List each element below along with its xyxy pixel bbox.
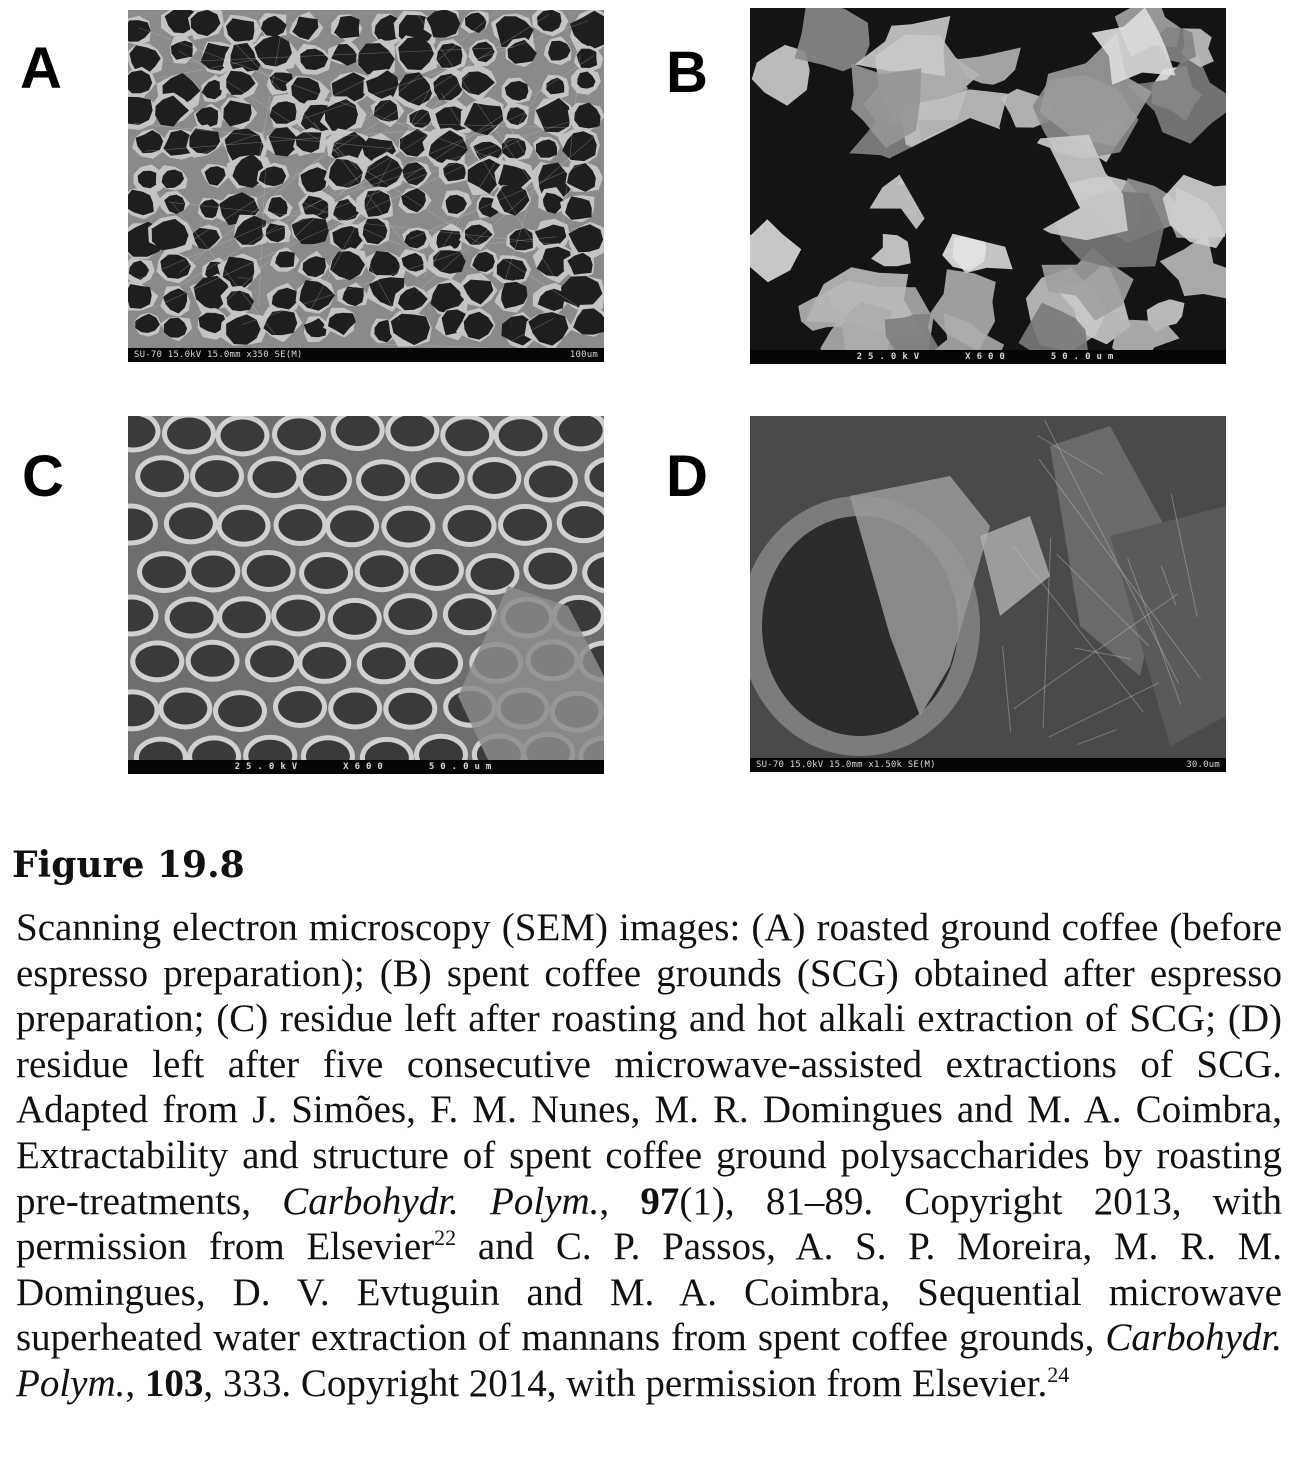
sem-image-d	[750, 416, 1226, 772]
sem-info-bar-d	[750, 758, 1226, 772]
sem-texture-d	[750, 416, 1226, 758]
panel-label-d: D	[666, 444, 708, 509]
panel-label-a: A	[20, 36, 62, 101]
sem-params-d: SU-70 15.0kV 15.0mm x1.50k SE(M)	[756, 760, 936, 770]
sem-image-c	[128, 416, 604, 774]
caption-ref-1: 22	[434, 1225, 457, 1251]
sem-image-a	[128, 10, 604, 362]
panel-label-b: B	[666, 40, 708, 105]
sem-info-bar-b	[750, 350, 1226, 364]
sem-image-b	[750, 8, 1226, 364]
sem-texture-a	[128, 10, 604, 348]
sem-magnification-c: X600	[343, 762, 389, 772]
caption-volume-2: 103	[144, 1361, 204, 1405]
sem-info-bar-a	[128, 348, 604, 362]
caption-sep-2: ,	[125, 1361, 145, 1405]
sem-voltage-b: 25.0kV	[856, 352, 926, 362]
caption-text-2: (1), 81–89. Copyright 2013, with permission from Elsevier	[16, 1179, 1282, 1269]
sem-texture-b	[750, 8, 1226, 350]
sem-scale-d: 30.0um	[1186, 760, 1220, 770]
caption-text-3: and C. P. Passos, A. S. P. Moreira, M. R. M. Domingues, D. V. Evtuguin and M. A. Coimbra, Sequential microwave superheated water extraction of mannans from spent coffee grounds,	[16, 1225, 1282, 1360]
caption-journal-2: Carbohydr. Polym.	[16, 1316, 1282, 1405]
caption-text-1: Scanning electron microscopy (SEM) images: (A) roasted ground coffee (before espresso preparation); (B) spent coffee grounds (SCG) obtained after espresso preparation; (C) residue left after roasting and hot alkali extraction of SCG; (D) residue left after five consecutive microwave-assisted extractions of SCG. Adapted from J. Simões, F. M. Nunes, M. R. Domingues and M. A. Coimbra, Extractability and structure of spent coffee ground polysaccharides by roasting pre-treatments,	[16, 906, 1282, 1223]
sem-info-bar-c	[128, 760, 604, 774]
caption-sep-1: ,	[599, 1179, 641, 1223]
sem-scale-c: 50.0um	[428, 762, 498, 772]
sem-params-a: SU-70 15.0kV 15.0mm x350 SE(M)	[134, 350, 303, 360]
caption-text-4: , 333. Copyright 2014, with permission from Elsevier.	[203, 1361, 1048, 1405]
caption-volume-1: 97	[640, 1179, 680, 1223]
panel-label-c: C	[22, 444, 64, 509]
sem-voltage-c: 25.0kV	[234, 762, 304, 772]
sem-scale-a: 100um	[569, 350, 598, 360]
figure-caption	[16, 905, 1282, 1407]
caption-journal-1: Carbohydr. Polym.	[282, 1179, 600, 1223]
figure-title: Figure 19.8	[12, 844, 245, 886]
caption-ref-2: 24	[1047, 1361, 1070, 1387]
sem-scale-b: 50.0um	[1050, 352, 1120, 362]
sem-texture-c	[128, 416, 604, 760]
sem-magnification-b: X600	[965, 352, 1011, 362]
